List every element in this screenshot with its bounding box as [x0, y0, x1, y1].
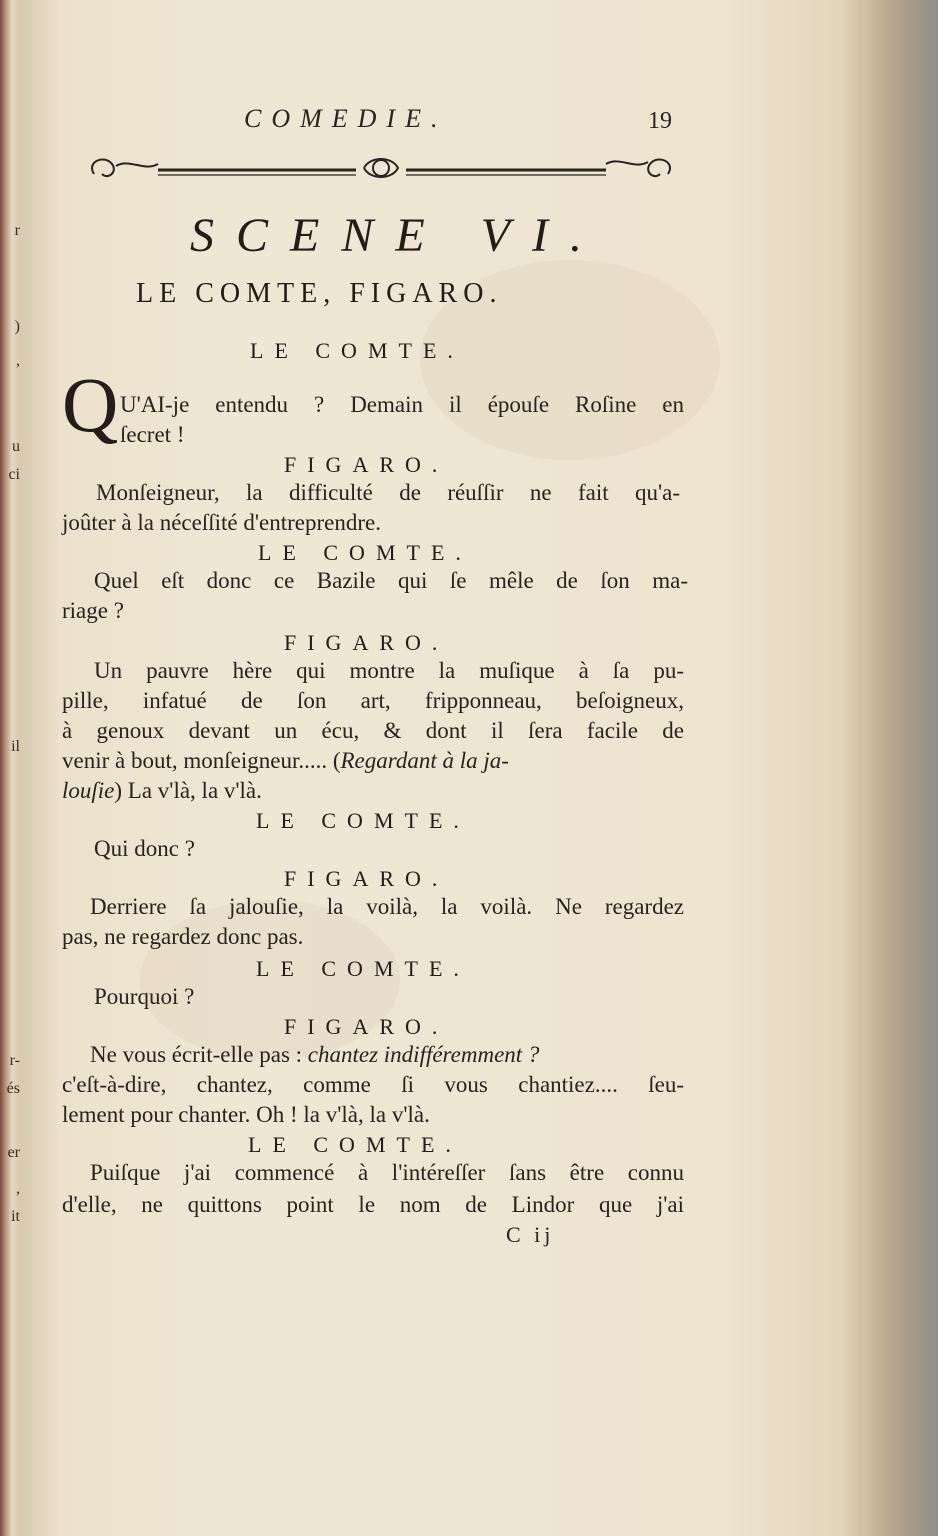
- dialogue-text: Ne vous écrit-elle pas :: [90, 1042, 308, 1067]
- speaker-heading: FIGARO.: [284, 452, 449, 477]
- running-head: COMEDIE.: [244, 104, 448, 133]
- speaker-heading: FIGARO.: [284, 630, 449, 655]
- margin-fragment: és: [6, 1080, 20, 1097]
- dialogue-line: Pourquoi ?: [94, 984, 195, 1009]
- dialogue-text: ) La v'là, la v'là.: [114, 778, 262, 803]
- speaker-heading: LE COMTE.: [256, 808, 470, 833]
- dialogue-line: ſecret !: [120, 422, 185, 447]
- headpiece-ornament: [86, 148, 676, 194]
- speaker-heading: LE COMTE.: [248, 1132, 462, 1157]
- speaker-heading: FIGARO.: [284, 866, 449, 891]
- margin-fragment: il: [11, 738, 20, 755]
- margin-fragment: ci: [8, 466, 20, 483]
- dialogue-line: pille, infatué de ſon art, fripponneau, beſoigneux,: [62, 688, 684, 713]
- speaker-heading: LE COMTE.: [256, 956, 470, 981]
- dialogue-line: lement pour chanter. Oh ! la v'là, la v'là.: [62, 1102, 430, 1127]
- dialogue-line: d'elle, ne quittons point le nom de Lindor que j'ai: [62, 1192, 684, 1217]
- margin-fragment: r-: [9, 1052, 20, 1069]
- scene-characters: LE COMTE, FIGARO.: [136, 278, 503, 309]
- dialogue-line: c'eſt-à-dire, chantez, comme ſi vous chantiez.... ſeu-: [62, 1072, 684, 1097]
- speaker-heading: FIGARO.: [284, 1014, 449, 1039]
- dialogue-line: joûter à la néceſſité d'entreprendre.: [62, 510, 381, 535]
- signature-mark: C ij: [506, 1222, 555, 1247]
- dialogue-line: Monſeigneur, la difficulté de réuſſir ne fait qu'a-: [96, 480, 680, 505]
- dialogue-line: U'AI-je entendu ? Demain il épouſe Roſine en: [120, 392, 684, 417]
- margin-fragment: r: [14, 222, 20, 239]
- margin-fragment: it: [11, 1208, 20, 1225]
- margin-fragment: er: [7, 1144, 20, 1161]
- dialogue-line: Un pauvre hère qui montre la muſique à ſa pu-: [94, 658, 684, 683]
- stage-direction: louſie: [62, 778, 115, 803]
- margin-fragment: u: [12, 438, 20, 455]
- margin-fragment: ): [14, 318, 20, 335]
- stage-direction: Regardant à la ja-: [340, 748, 509, 773]
- page-number: 19: [648, 108, 672, 134]
- drop-cap: Q: [62, 361, 119, 448]
- speaker-heading: LE COMTE.: [250, 338, 464, 363]
- dialogue-line: [62, 748, 662, 774]
- quoted-phrase: chantez indifféremment ?: [307, 1042, 540, 1067]
- dialogue-line: [90, 1042, 690, 1068]
- dialogue-line: riage ?: [62, 598, 124, 623]
- speaker-heading: LE COMTE.: [258, 540, 472, 565]
- dialogue-line: pas, ne regardez donc pas.: [62, 924, 304, 949]
- dialogue-line: Puiſque j'ai commencé à l'intéreſſer ſans être connu: [90, 1160, 684, 1185]
- dialogue-line: Derriere ſa jalouſie, la voilà, la voilà. Ne regardez: [90, 894, 684, 919]
- scene-title: SCENE VI.: [190, 209, 604, 262]
- margin-fragment: ,: [16, 352, 20, 369]
- page-block-edges: [862, 0, 938, 1536]
- dialogue-line: Quel eſt donc ce Bazile qui ſe mêle de ſon ma-: [94, 568, 688, 593]
- dialogue-line: à genoux devant un écu, & dont il ſera facile de: [62, 718, 684, 743]
- margin-fragment: ,: [16, 1180, 20, 1197]
- dialogue-line: Qui donc ?: [94, 836, 195, 861]
- dialogue-line: [62, 778, 662, 804]
- dialogue-text: venir à bout, monſeigneur..... (: [62, 748, 341, 773]
